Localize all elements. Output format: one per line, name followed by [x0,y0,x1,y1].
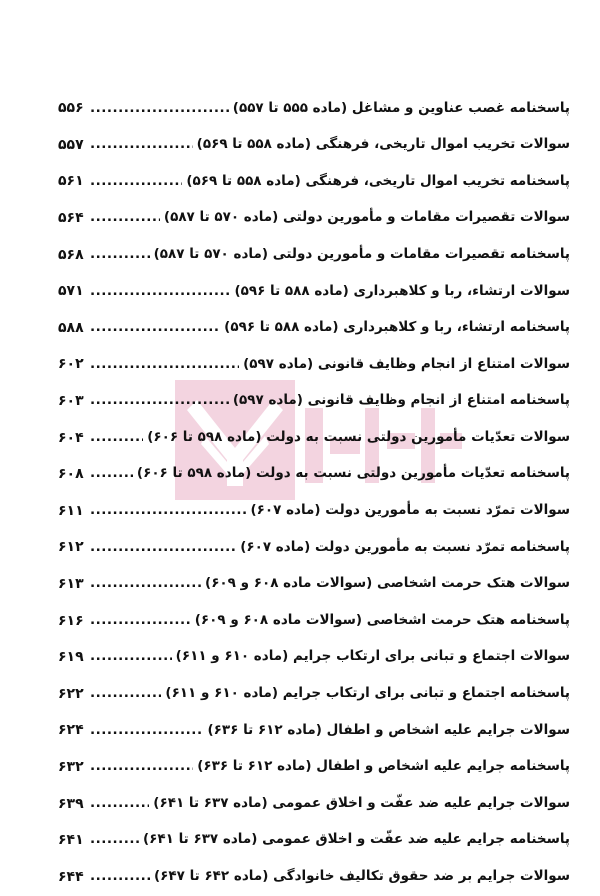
toc-entry-page: ۵۵۶ [58,100,84,117]
toc-entry[interactable] [58,602,570,639]
dot-leader [90,541,236,555]
toc-entry[interactable] [58,822,570,859]
dot-leader [90,431,143,445]
toc-entry-page: ۵۶۸ [58,246,84,263]
toc-entry[interactable] [58,163,570,200]
toc-entry-page: ۶۴۱ [58,832,84,849]
toc-entry-title: پاسخنامه تمرّد نسبت به مأمورین دولت (ماده ۶۰۷) [240,538,570,555]
toc-entry-title: سوالات امتناع از انجام وظایف قانونی (ماده ۵۹۷) [243,355,570,372]
toc-entry-title: سوالات جرایم علیه اشخاص و اطفال (ماده ۶۱۲ تا ۶۳۶) [207,721,570,738]
dot-leader [90,650,172,664]
dot-leader [90,504,246,518]
toc-entry[interactable] [58,90,570,127]
toc-entry-title: سوالات اجتماع و تبانی برای ارتکاب جرایم (ماده ۶۱۰ و ۶۱۱) [175,648,570,665]
toc-entry-title: پاسخنامه هتک حرمت اشخاصی (سوالات ماده ۶۰۸ و ۶۰۹) [194,611,570,628]
toc-entry-title: سوالات تقصیرات مقامات و مأمورین دولتی (ماده ۵۷۰ تا ۵۸۷) [163,209,570,226]
toc-entry-page: ۵۸۸ [58,319,84,336]
toc-entry[interactable] [58,236,570,273]
dot-leader [90,614,191,628]
toc-entry[interactable] [58,858,570,895]
dot-leader [90,687,161,701]
dot-leader [90,285,230,299]
toc-entry-title: پاسخنامه جرایم علیه ضد عفّت و اخلاق عمومی (ماده ۶۳۷ تا ۶۴۱) [143,831,570,848]
toc-entry[interactable] [58,127,570,164]
dot-leader [90,211,160,225]
toc-entry-page: ۶۳۹ [58,795,84,812]
toc-entry[interactable] [58,200,570,237]
toc-entry-title: سوالات تمرّد نسبت به مأمورین دولت (ماده ۶۰۷) [250,502,570,519]
toc-entry[interactable] [58,383,570,420]
toc-entry[interactable] [58,749,570,786]
toc-entry[interactable] [58,310,570,347]
toc-entry-title: سوالات جرایم بر ضد حقوق تکالیف خانوادگی (ماده ۶۴۲ تا ۶۴۷) [153,868,570,885]
toc-entry-page: ۵۶۱ [58,173,84,190]
dot-leader [90,321,220,335]
toc-entry-page: ۶۱۳ [58,576,84,593]
toc-entry-page: ۶۱۹ [58,649,84,666]
toc-entry-title: پاسخنامه غصب عناوین و مشاغل (ماده ۵۵۵ تا ۵۵۷) [232,99,570,116]
toc-entry-page: ۶۰۴ [58,429,84,446]
toc-entry-page: ۵۵۷ [58,136,84,153]
toc-entry-page: ۵۶۴ [58,210,84,227]
dot-leader [90,724,203,738]
toc-entry-title: سوالات تعدّیات مأمورین دولتی نسبت به دولت (ماده ۵۹۸ تا ۶۰۶) [147,428,570,445]
toc-entry-page: ۶۳۲ [58,758,84,775]
dot-leader [90,102,229,116]
toc-entry-title: پاسخنامه ارتشاء، ربا و کلاهبرداری (ماده ۵۸۸ تا ۵۹۶) [224,319,570,336]
dot-leader [90,760,193,774]
toc-entry[interactable] [58,639,570,676]
toc-entry-page: ۶۱۱ [58,502,84,519]
toc-entry-title: پاسخنامه جرایم علیه اشخاص و اطفال (ماده ۶۱۲ تا ۶۳۶) [197,758,570,775]
dot-leader [90,577,201,591]
toc-entry-title: سوالات جرایم علیه ضد عفّت و اخلاق عمومی (ماده ۶۳۷ تا ۶۴۱) [153,794,570,811]
toc-entry-page: ۶۲۴ [58,722,84,739]
toc-entry[interactable] [58,346,570,383]
dot-leader [90,467,133,481]
dot-leader [90,870,150,884]
toc-entry-title: پاسخنامه اجتماع و تبانی برای ارتکاب جرایم (ماده ۶۱۰ و ۶۱۱) [165,685,570,702]
toc-entry[interactable] [58,566,570,603]
toc-entry-page: ۶۴۴ [58,868,84,885]
toc-entry[interactable] [58,712,570,749]
toc-entry[interactable] [58,676,570,713]
dot-leader [90,797,149,811]
dot-leader [90,248,150,262]
toc-entry-page: ۵۷۱ [58,283,84,300]
dot-leader [90,358,239,372]
toc-entry[interactable] [58,493,570,530]
dot-leader [90,175,182,189]
toc-entry-title: سوالات تخریب اموال تاریخی، فرهنگی (ماده ۵۵۸ تا ۵۶۹) [196,136,570,153]
toc-entry-page: ۶۱۲ [58,539,84,556]
table-of-contents [58,90,570,895]
toc-entry-page: ۶۱۶ [58,612,84,629]
toc-entry[interactable] [58,419,570,456]
toc-entry-page: ۶۲۲ [58,685,84,702]
toc-entry[interactable] [58,529,570,566]
toc-entry-page: ۶۰۸ [58,466,84,483]
dot-leader [90,833,139,847]
toc-entry-title: پاسخنامه امتناع از انجام وظایف قانونی (ماده ۵۹۷) [232,392,570,409]
toc-entry-title: پاسخنامه تقصیرات مقامات و مأمورین دولتی (ماده ۵۷۰ تا ۵۸۷) [153,245,570,262]
toc-entry-title: پاسخنامه تعدّیات مأمورین دولتی نسبت به دولت (ماده ۵۹۸ تا ۶۰۶) [136,465,570,482]
toc-entry-title: سوالات هتک حرمت اشخاصی (سوالات ماده ۶۰۸ و ۶۰۹) [205,575,570,592]
toc-entry[interactable] [58,785,570,822]
dot-leader [90,394,229,408]
toc-entry-title: سوالات ارتشاء، ربا و کلاهبرداری (ماده ۵۸۸ تا ۵۹۶) [234,282,570,299]
toc-entry-page: ۶۰۳ [58,393,84,410]
toc-entry[interactable] [58,456,570,493]
dot-leader [90,138,193,152]
toc-entry-title: پاسخنامه تخریب اموال تاریخی، فرهنگی (ماده ۵۵۸ تا ۵۶۹) [186,172,570,189]
toc-entry[interactable] [58,273,570,310]
toc-entry-page: ۶۰۲ [58,356,84,373]
